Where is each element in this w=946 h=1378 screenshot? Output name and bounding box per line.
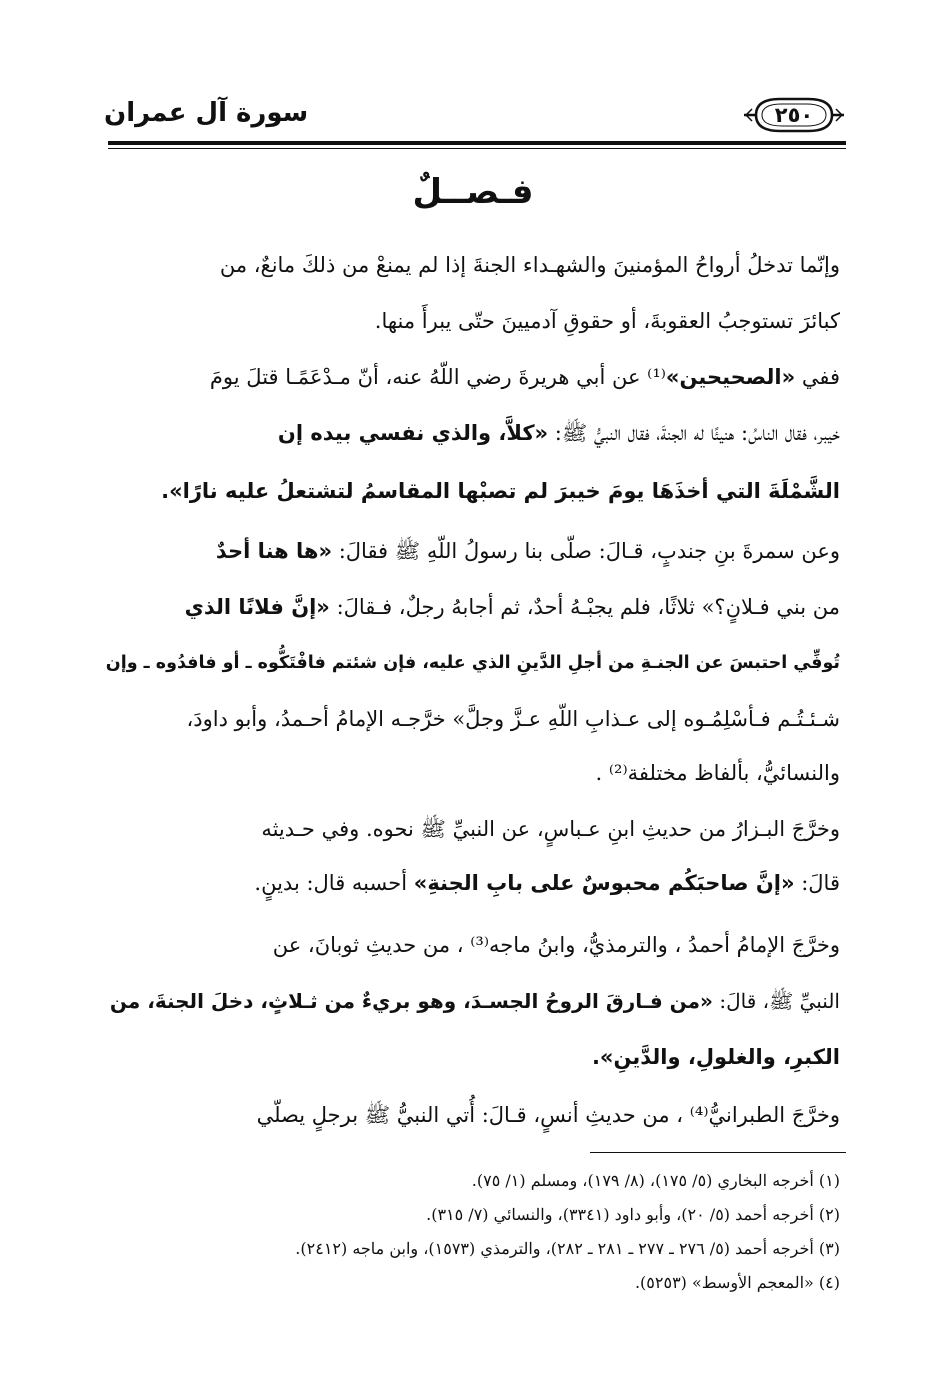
body-line: وعن سمرةَ بنِ جندبٍ، قـالَ: صلّى بنا رسولُ اللّهِ ﷺ فقالَ: «ها هنا أحدٌ [215,539,840,563]
footnote: (٣) أخرجه أحمد (٥/ ٢٧٦ ـ ٢٧٧ ـ ٢٨١ ـ ٢٨٢)، والترمذي (١٥٧٣)، وابن ماجه (٢٤١٢). [295,1239,840,1258]
body-line: وخرَّجَ البـزارُ من حديثِ ابنِ عـباسٍ، عن النبيِّ ﷺ نحوه. وفي حـديثه [261,817,840,841]
body-line: من بني فـلانٍ؟» ثلاثًا، فلم يجبْـهُ أحدٌ، ثم أجابهُ رجلٌ، فـقالَ: «إنَّ فلانًا الذي [184,595,840,619]
body-line: خيبر، فقال الناسُ: هنيئًا له الجنةَ، فقال النبيُّ ﷺ: «كلاَّ، والذي نفسي بيده إن [277,421,840,445]
body-line: قالَ: «إنَّ صاحبَكُم محبوسٌ على بابِ الجنةِ» أحسبه قال: بدينٍ. [254,871,840,895]
body-line: الشَّمْلَةَ التي أخذَهَا يومَ خيبرَ لم تصبْها المقاسمُ لتشتعلُ عليه نارًا». [161,479,840,503]
header-rule-thick [108,141,846,145]
body-line: النبيِّ ﷺ، قالَ: «من فـارقَ الروحُ الجسـدَ، وهو بريءٌ من ثـلاثٍ، دخلَ الجنةَ، من [109,989,840,1013]
header-rule-thin [108,148,846,149]
body-line: وخرَّجَ الإمامُ أحمدُ ، والترمذيُّ، وابنُ ماجه⁽³⁾ ، من حديثِ ثوبانَ، عن [272,933,840,957]
body-line: وخرَّجَ الطبرانيُّ⁽⁴⁾ ، من حديثِ أنسٍ، قـالَ: أُتي النبيُّ ﷺ برجلٍ يصلّي [256,1103,840,1127]
footnote: (٤) «المعجم الأوسط» (٥٢٥٣). [634,1273,840,1292]
page-number: ٢٥٠ [774,103,814,127]
body-line: ففي «الصحيحين»⁽¹⁾ عن أبي هريرةَ رضي اللّهُ عنه، أنّ مـدْعَمًـا قتلَ يومَ [209,365,840,389]
body-line: وإنّما تدخلُ أرواحُ المؤمنينَ والشهـداء الجنةَ إذا لم يمنعْ من ذلكَ مانعٌ، من [219,253,840,277]
page-number-badge [742,94,846,136]
surah-title: سورة آل عمران [104,98,309,128]
body-line: الكبرِ، والغلولِ، والدَّينِ». [591,1045,840,1069]
page-header [100,88,848,148]
section-title: فـصــلٌ [412,172,534,212]
footnote-divider [590,1152,846,1153]
body-line: كبائرَ تستوجبُ العقوبةَ، أو حقوقِ آدميينَ حتّى يبرأَ منها. [374,309,840,333]
body-line: شـئـتُـم فـأسْلِمُـوه إلى عـذابِ اللّهِ عـزَّ وجلَّ» خرَّجـه الإمامُ أحـمدُ، وأبو داودَ، [186,707,840,731]
footnote: (٢) أخرجه أحمد (٥/ ٢٠)، وأبو داود (٣٣٤١)، والنسائي (٧/ ٣١٥). [426,1205,840,1224]
body-line: والنسائيُّ، بألفاظ مختلفة⁽²⁾ . [595,761,840,785]
body-line: تُوفِّي احتبسَ عن الجنـةِ من أجلِ الدَّينِ الذي عليه، فإن شئتم فافْتَكُّوه ـ أو فافدُوه ـ وإن [105,653,840,673]
footnote: (١) أخرجه البخاري (٥/ ١٧٥)، (٨/ ١٧٩)، ومسلم (١/ ٧٥). [471,1171,840,1190]
